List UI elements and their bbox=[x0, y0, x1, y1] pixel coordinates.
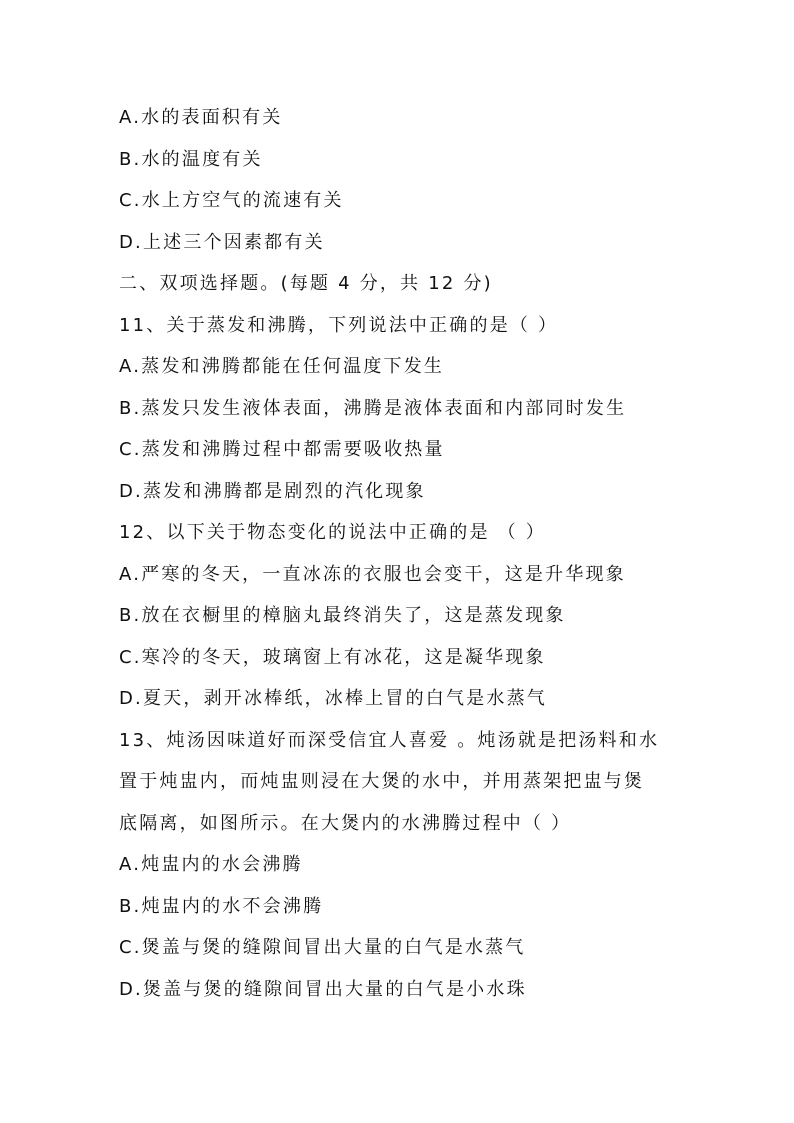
q12-stem: 12、以下关于物态变化的说法中正确的是 （ ） bbox=[119, 522, 546, 543]
q13-option-a: A.炖盅内的水会沸腾 bbox=[119, 854, 303, 875]
q13-option-b: B.炖盅内的水不会沸腾 bbox=[119, 895, 324, 917]
q13-stem-line-1: 13、炖汤因味道好而深受信宜人喜爱 。炖汤就是把汤料和水 bbox=[119, 729, 660, 751]
q12-option-a: A.严寒的冬天，一直冰冻的衣服也会变干，这是升华现象 bbox=[119, 563, 626, 585]
section-title: 二、双项选择题。(每题 4 分，共 12 分) bbox=[119, 273, 493, 294]
page-content bbox=[119, 97, 719, 1010]
q11-option-a: A.蒸发和沸腾都能在任何温度下发生 bbox=[119, 356, 445, 377]
q12-option-c: C.寒冷的冬天，玻璃窗上有冰花，这是凝华现象 bbox=[119, 646, 546, 668]
q10-option-a: A.水的表面积有关 bbox=[119, 107, 283, 128]
q11-option-c: C.蒸发和沸腾过程中都需要吸收热量 bbox=[119, 439, 445, 460]
q13-option-d: D.煲盖与煲的缝隙间冒出大量的白气是小水珠 bbox=[119, 978, 527, 1000]
q13-stem-line-3: 底隔离，如图所示。在大煲内的水沸腾过程中（ ） bbox=[119, 812, 572, 834]
q11-option-d: D.蒸发和沸腾都是剧烈的汽化现象 bbox=[119, 480, 426, 502]
q12-option-d: D.夏天，剥开冰棒纸，冰棒上冒的白气是水蒸气 bbox=[119, 688, 547, 709]
q10-option-c: C.水上方空气的流速有关 bbox=[119, 190, 344, 211]
q10-option-d: D.上述三个因素都有关 bbox=[119, 231, 325, 253]
q13-option-c: C.煲盖与煲的缝隙间冒出大量的白气是水蒸气 bbox=[119, 937, 526, 958]
q13-stem-line-2: 置于炖盅内，而炖盅则浸在大煲的水中，并用蒸架把盅与煲 bbox=[119, 771, 645, 792]
q11-option-b: B.蒸发只发生液体表面，沸腾是液体表面和内部同时发生 bbox=[119, 397, 627, 419]
q12-option-b: B.放在衣橱里的樟脑丸最终消失了，这是蒸发现象 bbox=[119, 605, 566, 626]
q11-stem: 11、关于蒸发和沸腾，下列说法中正确的是（ ） bbox=[119, 314, 559, 336]
q10-option-b: B.水的温度有关 bbox=[119, 148, 263, 170]
